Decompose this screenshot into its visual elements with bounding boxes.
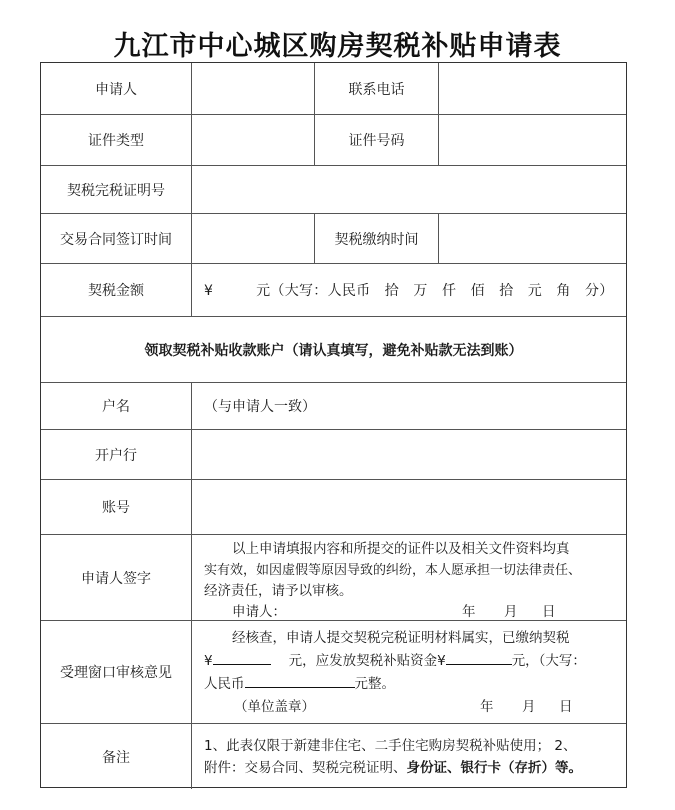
amount-label: 契税金额	[88, 283, 144, 299]
account-number-label: 账号	[102, 500, 130, 516]
account-number-field[interactable]	[191, 480, 628, 534]
remarks-line2-bold: 身份证、银行卡（存折）等。	[406, 760, 582, 776]
signature-line3: 经济责任，请予以审核。	[204, 583, 353, 599]
review-seal: （单位盖章）	[234, 699, 315, 715]
row-signature	[41, 534, 626, 620]
form-title: 九江市中心城区购房契税补贴申请表	[113, 31, 562, 62]
phone-label: 联系电话	[314, 63, 438, 114]
account-header: 领取契税补贴收款账户（请认真填写，避免补贴款无法到账）	[144, 342, 523, 359]
row-account-header	[41, 316, 626, 382]
row-account-number	[41, 479, 626, 534]
contract-time-field[interactable]	[191, 214, 314, 263]
row-remarks	[41, 723, 626, 789]
review-label: 受理窗口审核意见	[60, 665, 172, 681]
applicant-label: 申请人	[95, 81, 137, 98]
signature-day: 日	[542, 604, 556, 620]
review-line1: 经核查，申请人提交契税完税证明材料属实，已缴纳契税	[232, 630, 570, 646]
row-id	[41, 114, 626, 165]
id-type-label: 证件类型	[88, 133, 144, 149]
contract-time-label: 交易合同签订时间	[60, 231, 172, 248]
row-applicant	[41, 63, 626, 114]
amount-field[interactable]: ¥ 元（大写：人民币 拾 万 仟 佰 拾 元 角 分）	[191, 264, 628, 316]
signature-line1: 以上申请填报内容和所提交的证件以及相关文件资料均真	[232, 541, 570, 557]
remarks-area	[191, 724, 628, 789]
signature-line2: 实有效，如因虚假等原因导致的纠纷，本人愿承担一切法律责任、	[204, 563, 582, 578]
review-yen: ¥	[204, 653, 213, 669]
row-times	[41, 213, 626, 263]
row-holder	[41, 382, 626, 429]
review-rmb-blank[interactable]	[245, 673, 355, 688]
id-type-field[interactable]	[191, 115, 314, 165]
tax-time-label: 契税缴纳时间	[314, 214, 438, 263]
review-yuan2: 元，（大写：	[511, 653, 586, 669]
holder-field[interactable]: （与申请人一致）	[191, 383, 628, 429]
remarks-line1: 1、此表仅限于新建非住宅、二手住宅购房契税补贴使用； 2、	[204, 738, 577, 754]
bank-field[interactable]	[191, 430, 628, 479]
certificate-label: 契税完税证明号	[67, 182, 165, 199]
signature-year: 年	[462, 604, 476, 620]
row-review	[41, 620, 626, 723]
review-subsidy-blank[interactable]	[446, 650, 512, 665]
review-rmb: 人民币	[204, 676, 245, 692]
remarks-label: 备注	[102, 749, 130, 766]
row-certificate	[41, 165, 626, 213]
signature-label: 申请人签字	[81, 570, 151, 587]
application-form	[40, 62, 627, 788]
review-tax-blank[interactable]	[213, 650, 271, 665]
signature-month: 月	[504, 604, 518, 620]
review-day: 日	[559, 699, 573, 715]
signature-area[interactable]	[191, 535, 628, 620]
row-bank	[41, 429, 626, 479]
remarks-line2: 附件：交易合同、契税完税证明、	[204, 760, 407, 776]
bank-label: 开户行	[95, 447, 137, 464]
review-yuan1: 元，应发放契税补贴资金¥	[288, 653, 446, 669]
id-number-label: 证件号码	[314, 115, 438, 165]
holder-label: 户名	[102, 399, 130, 415]
review-month: 月	[522, 699, 536, 715]
review-area[interactable]	[191, 621, 628, 723]
phone-field[interactable]	[438, 63, 628, 114]
applicant-field[interactable]	[191, 63, 314, 114]
row-amount	[41, 263, 626, 316]
id-number-field[interactable]	[438, 115, 628, 165]
review-zheng: 元整。	[354, 676, 395, 692]
review-year: 年	[480, 699, 494, 715]
tax-time-field[interactable]	[438, 214, 628, 263]
certificate-field[interactable]	[191, 166, 628, 213]
signature-applicant: 申请人：	[232, 604, 286, 620]
